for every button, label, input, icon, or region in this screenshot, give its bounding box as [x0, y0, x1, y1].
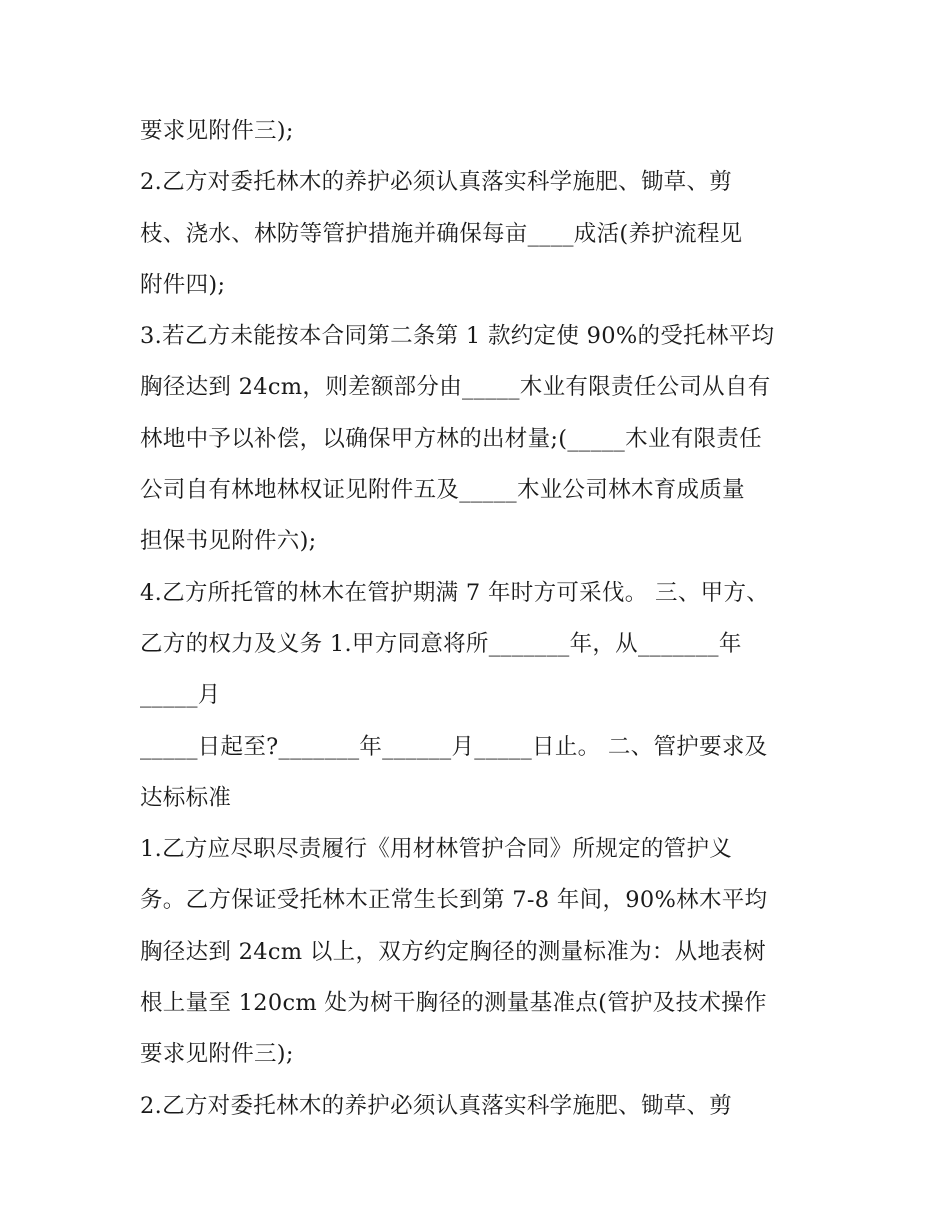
text-line: 胸径达到 24cm，则差额部分由_____木业有限责任公司从自有: [140, 374, 771, 401]
text-line: 枝、浇水、林防等管护措施并确保每亩____成活(养护流程见: [140, 220, 743, 247]
text-line: 公司自有林地林权证见附件五及_____木业公司林木育成质量: [140, 477, 745, 504]
text-line: 2.乙方对委托林木的养护必须认真落实科学施肥、锄草、剪: [140, 1092, 733, 1119]
text-line: 根上量至 120cm 处为树干胸径的测量基准点(管护及技术操作: [140, 990, 767, 1017]
text-line: 2.乙方对委托林木的养护必须认真落实科学施肥、锄草、剪: [140, 169, 733, 196]
text-line: 乙方的权力及义务 1.甲方同意将所_______年，从_______年: [140, 630, 742, 657]
text-line: _____月: [140, 682, 221, 709]
text-line: 胸径达到 24cm 以上，双方约定胸径的测量标准为：从地表树: [140, 938, 766, 965]
text-line: 附件四);: [140, 271, 226, 298]
text-line: 达标标准: [140, 784, 232, 811]
text-line: 林地中予以补偿，以确保甲方林的出材量;(_____木业有限责任: [140, 425, 762, 452]
text-line: 担保书见附件六);: [140, 528, 317, 555]
text-line: 务。乙方保证受托林木正常生长到第 7-8 年间，90%林木平均: [140, 887, 768, 914]
text-line: 要求见附件三);: [140, 1041, 294, 1068]
text-line: 要求见附件三);: [140, 118, 294, 144]
text-line: 4.乙方所托管的林木在管护期满 7 年时方可采伐。 三、甲方、: [140, 579, 770, 606]
text-line: 1.乙方应尽职尽责履行《用材林管护合同》所规定的管护义: [140, 836, 733, 863]
text-line: _____日起至?_______年______月_____日止。 二、管护要求及: [140, 733, 768, 760]
text-line: 3.若乙方未能按本合同第二条第 1 款约定使 90%的受托林平均: [140, 323, 775, 350]
contract-text: [140, 106, 820, 1132]
